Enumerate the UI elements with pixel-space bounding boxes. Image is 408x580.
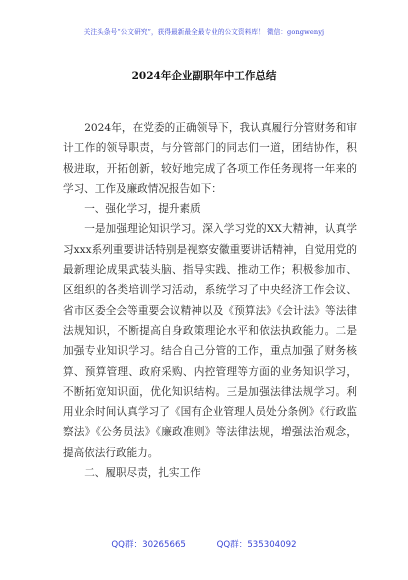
section-heading-2: 二、履职尽责，扎实工作 xyxy=(84,467,201,480)
qq-group-2: QQ群：535304092 xyxy=(216,540,297,550)
footer-qq-groups xyxy=(0,538,408,550)
document-body xyxy=(63,118,357,483)
section-heading-1: 一、强化学习，提升素质 xyxy=(84,203,201,216)
qq-group-1: QQ群：30265665 xyxy=(111,540,186,550)
paragraph-intro: 2024年，在党委的正确领导下，我认真履行分管财务和审计工作的领导职责，与分管部门的同志们一道，团结协作，积极进取，开拓创新，较好地完成了各项工作任务现将一年来的学习、工作及廉政情况报告如下： xyxy=(63,122,357,195)
document-title: 2024年企业副职年中工作总结 xyxy=(131,70,277,82)
paragraph-study: 一是加强理论知识学习。深入学习党的XX大精神，认真学习xxx系列重要讲话特别是视察安徽重要讲话精神，自觉用党的最新理论成果武装头脑、指导实践、推动工作；积极参加市、区组织的各类培训学习活动，系统学习了中央经济工作会议、省市区委全会等重要会议精神以及《预算法》《会计法》等法律法规知识，不断提高自身政策理论水平和依法执政能力。二是加强专业知识学习。结合自己分管的工作，重点加强了财务核算、预算管理、政府采购、内控管理等方面的业务知识学习，不断拓宽知识面，优化知识结构。三是加强法律法规学习。利用业余时间认真学习了《国有企业管理人员处分条例》《行政监察法》《公务员法》《廉政准则》等法律法规，增强法治观念，提高依法行政能力。 xyxy=(63,223,357,459)
header-notice: 关注头条号“公文研究”，获得最新最全最专业的公文资料库！ 微信：gongwenyj xyxy=(83,28,325,36)
